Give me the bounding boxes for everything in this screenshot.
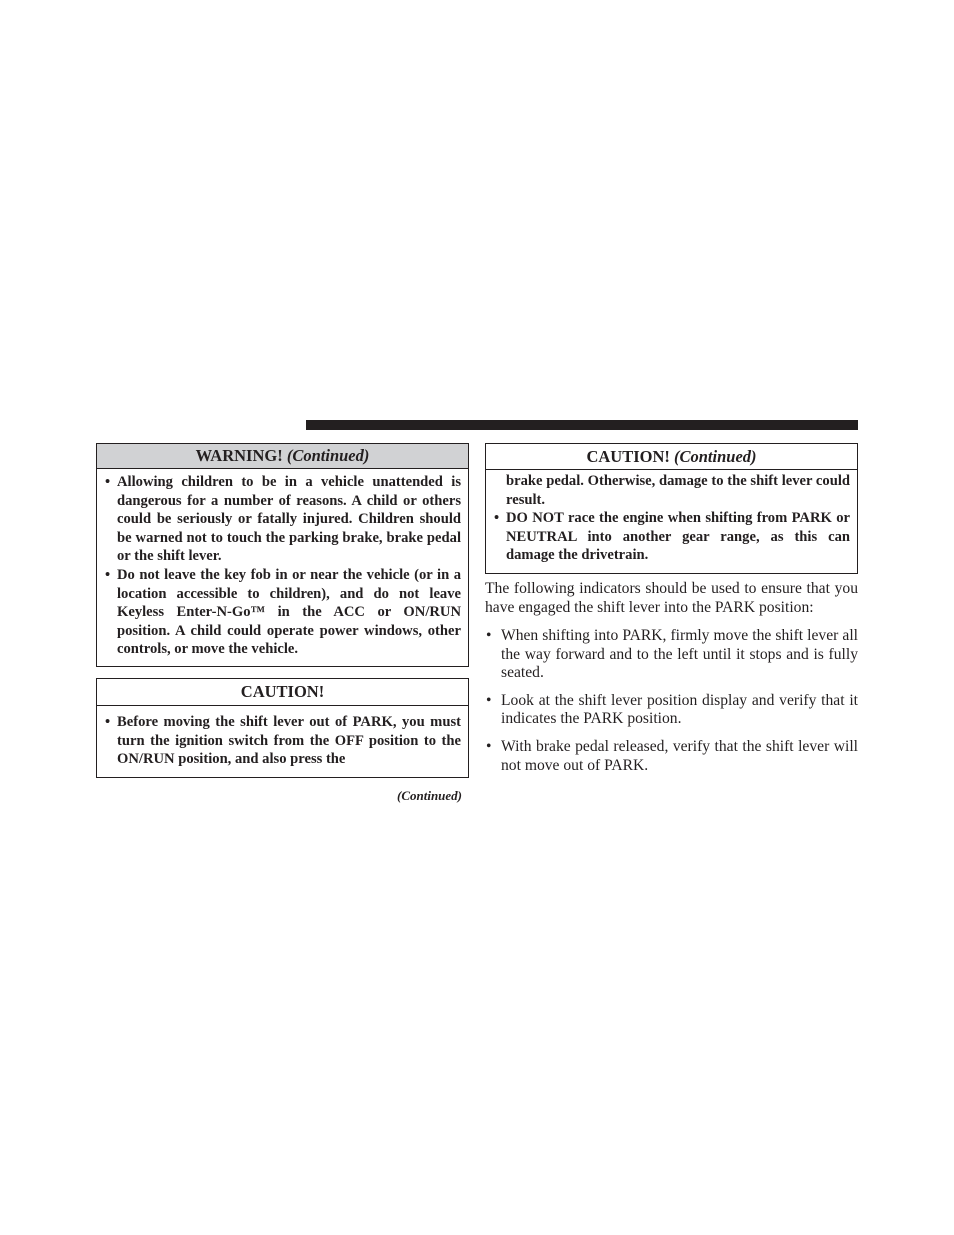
caution-continued-body [486, 470, 857, 565]
list-item [485, 738, 858, 775]
warning-item [104, 566, 461, 659]
list-item [485, 627, 858, 683]
caution-continued-box [485, 443, 858, 574]
caution-continued-header [486, 444, 857, 470]
warning-label: WARNING! [195, 446, 283, 465]
bullet-icon: • [494, 510, 500, 527]
list-item [485, 692, 858, 729]
warning-item-text: Do not leave the key fob in or near the vehicle (or in a location accessible to children), and do not leave Keyless Enter-N-Go™ in the ACC or ON/RUN position. A child could operate power windows, other controls, or move the vehicle. [117, 566, 461, 658]
warning-box-body [97, 469, 468, 659]
bullet-icon: • [105, 714, 111, 730]
bullet-icon: • [105, 566, 111, 583]
warning-item [104, 473, 461, 566]
bullet-icon: • [486, 691, 492, 709]
caution-item-text: Before moving the shift lever out of PARK, you must turn the ignition switch from the OFF position to the ON/RUN position, and also press the [117, 714, 461, 768]
caution-item [104, 713, 461, 769]
bullet-icon: • [486, 627, 492, 644]
header-rule [306, 420, 858, 430]
caution-continued-item [493, 509, 850, 565]
caution-continued-tag: (Continued) [674, 447, 757, 466]
caution-label: CAUTION! [240, 682, 325, 701]
list-item-text: With brake pedal released, verify that the shift lever will not move out of PARK. [501, 737, 858, 774]
bullet-icon: • [486, 737, 492, 755]
caution-continued-label: CAUTION! [586, 447, 670, 466]
warning-item-text: Allowing children to be in a vehicle unattended is dangerous for a number of reasons. A child or others could be seriously or fatally injured. Children should be warned not to touch the parking brake, brake pedal or the shift lever. [117, 474, 461, 565]
intro-paragraph: The following indicators should be used to ensure that you have engaged the shift lever into the PARK position: [485, 580, 858, 616]
warning-box [96, 443, 469, 667]
page-continued-note: (Continued) [396, 788, 462, 803]
caution-box-body [97, 706, 468, 769]
caution-lead-text: brake pedal. Otherwise, damage to the shift lever could result. [506, 473, 850, 508]
bullet-icon: • [105, 474, 111, 490]
warning-box-header [97, 444, 468, 469]
list-item-text: When shifting into PARK, firmly move the shift lever all the way forward and to the left until it stops and is fully seated. [501, 627, 858, 682]
caution-continued-item-text: DO NOT race the engine when shifting from PARK or NEUTRAL into another gear range, as this can damage the drivetrain. [506, 510, 850, 564]
list-item-text: Look at the shift lever position display and verify that it indicates the PARK position. [501, 691, 858, 728]
warning-continued: (Continued) [286, 446, 370, 465]
caution-box-header [97, 679, 468, 706]
caution-box [96, 678, 469, 778]
indicator-list [485, 627, 858, 775]
